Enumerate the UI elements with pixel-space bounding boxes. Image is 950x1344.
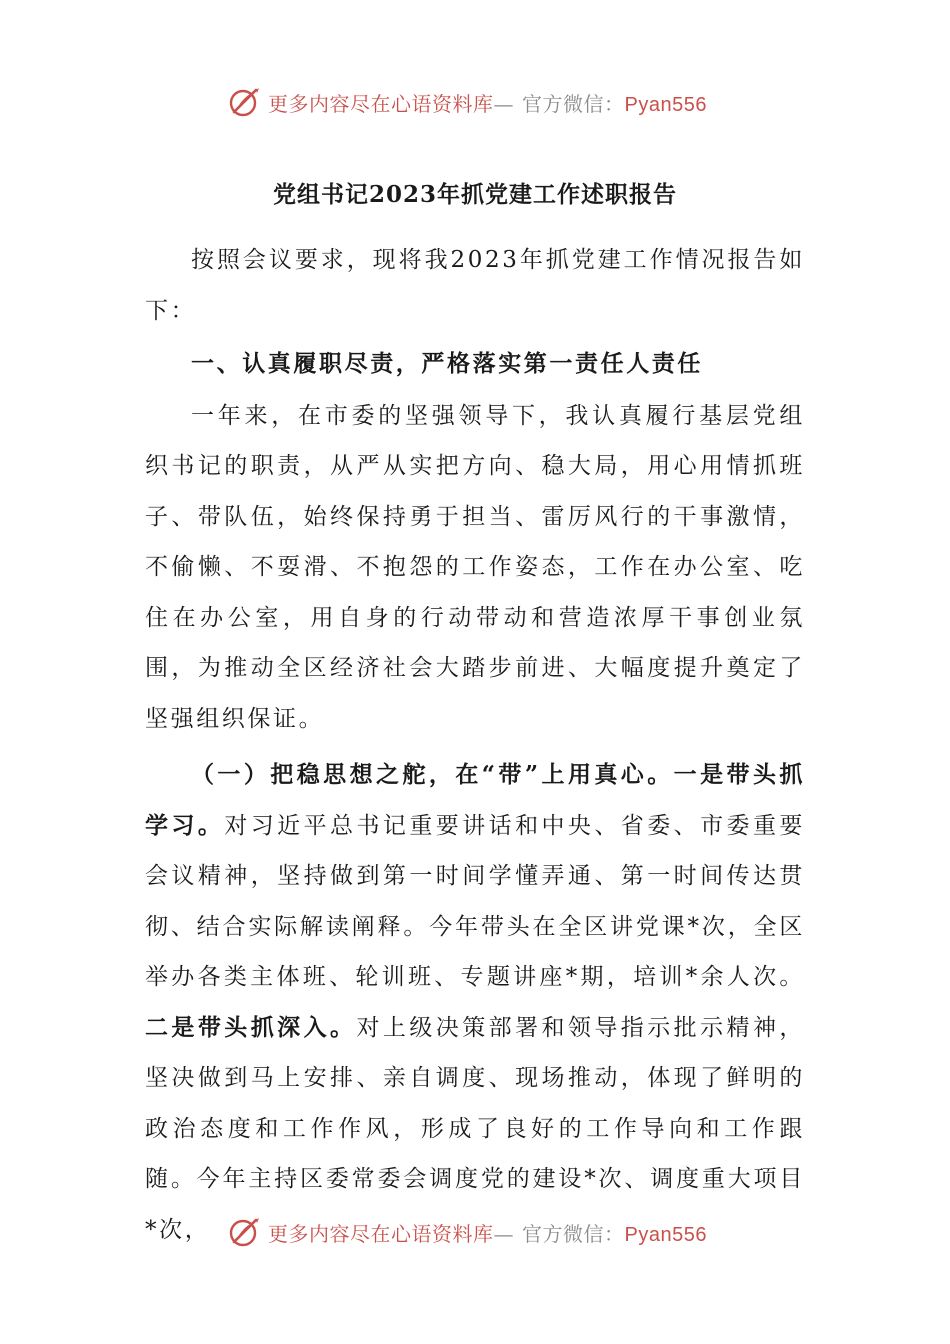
watermark-site: 更多内容尽在心语资料库 (268, 91, 494, 116)
watermark-banner-top (228, 82, 728, 122)
watermark-text (268, 88, 707, 117)
watermark-label: 官方微信： (522, 1221, 625, 1246)
item-2-text: 对上级决策部署和领导指示批示精神，坚决做到马上安排、亲自调度、现场推动，体现了鲜明的政治态度和工作作风，形成了良好的工作导向和工作跟随。今年主持区委常委会调度党的建设*次、调度重大项目*次， (145, 1014, 805, 1243)
document-body (145, 235, 805, 1255)
watermark-text (268, 1218, 707, 1247)
document-title: 党组书记2023年抓党建工作述职报告 (272, 181, 677, 208)
paragraph-1: 一年来，在市委的坚强领导下，我认真履行基层党组织书记的职责，从严从实把方向、稳大局，用心用情抓班子、带队伍，始终保持勇于担当、雷厉风行的干事激情，不偷懒、不耍滑、不抱怨的工作姿态，工作在办公室、吃住在办公室，用自身的行动带动和营造浓厚干事创业氛围，为推动全区经济社会大踏步前进、大幅度提升奠定了坚强组织保证。 (145, 402, 805, 732)
section-1-paragraph (145, 750, 805, 1255)
item-2-title: 二是带头抓深入。 (145, 1013, 357, 1041)
quill-logo-icon (228, 85, 262, 119)
watermark-banner-bottom (228, 1212, 728, 1252)
watermark-dash: — (493, 91, 514, 116)
item-1-text: 对习近平总书记重要讲话和中央、省委、市委重要会议精神，坚持做到第一时间学懂弄通、第一时间传达贯彻、结合实际解读阐释。今年带头在全区讲党课*次，全区举办各类主体班、轮训班、专题讲座*期，培训*余人次。 (145, 812, 805, 990)
subsection-heading: （一）把稳思想之舵，在“带”上用真心。 (191, 761, 674, 788)
intro-paragraph: 按照会议要求，现将我2023年抓党建工作情况报告如下： (145, 247, 805, 324)
item-1-title: 一是带头抓学习。 (145, 761, 806, 839)
watermark-dash: — (493, 1221, 514, 1246)
quill-logo-icon (228, 1215, 262, 1249)
watermark-label: 官方微信： (522, 91, 625, 116)
section-heading-1: 一、认真履职尽责，严格落实第一责任人责任 (191, 350, 703, 377)
watermark-id: Pyan556 (624, 1223, 707, 1246)
watermark-site: 更多内容尽在心语资料库 (268, 1221, 494, 1246)
watermark-id: Pyan556 (624, 93, 707, 116)
